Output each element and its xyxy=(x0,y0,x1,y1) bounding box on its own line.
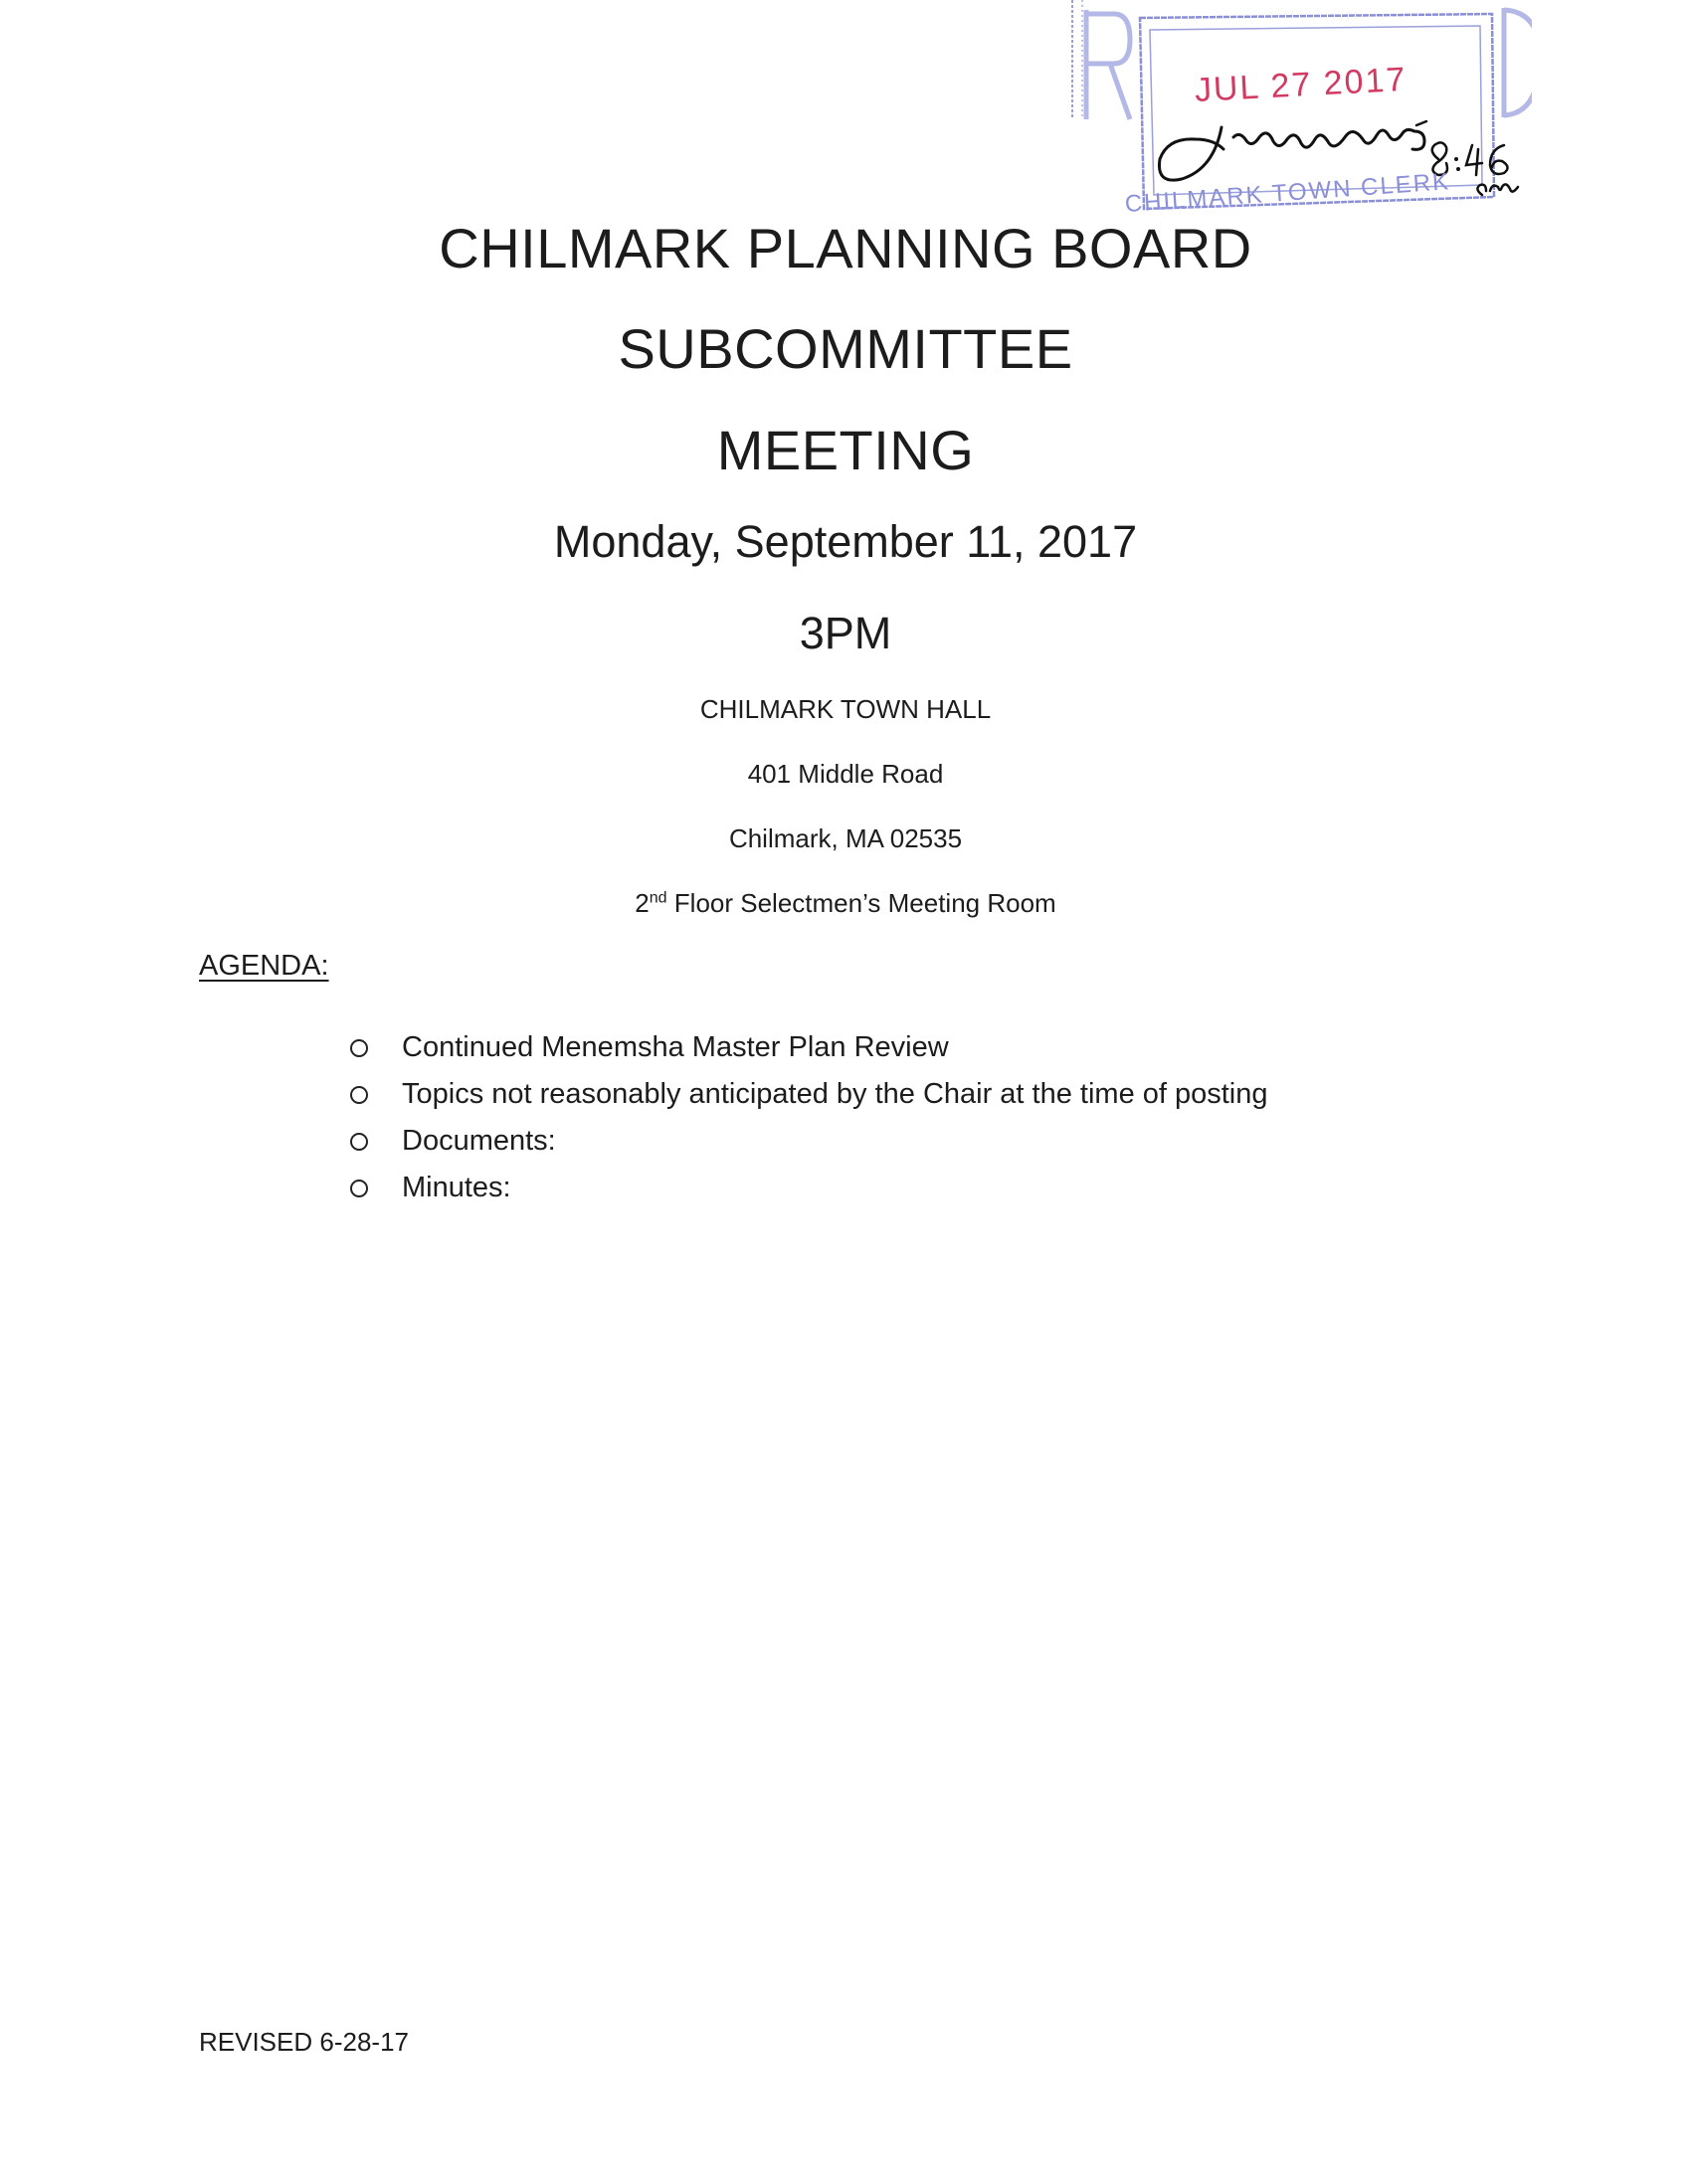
stamp-office: CHILMARK TOWN CLERK xyxy=(1124,168,1451,218)
stamp-date: JUL 27 2017 xyxy=(1194,60,1409,109)
room-floor-number: 2 xyxy=(635,888,650,918)
circle-bullet-icon xyxy=(350,1086,368,1104)
board-name: CHILMARK PLANNING BOARD xyxy=(439,217,1252,279)
agenda-item-text: Continued Menemsha Master Plan Review xyxy=(402,1031,949,1063)
circle-bullet-icon xyxy=(350,1133,368,1151)
location-city: Chilmark, MA 02535 xyxy=(728,823,963,853)
room-floor-suffix: nd xyxy=(649,889,667,907)
location-room xyxy=(0,890,1691,916)
agenda-item-text: Documents: xyxy=(402,1125,556,1157)
list-item xyxy=(346,1165,1268,1211)
list-item xyxy=(346,1118,1268,1165)
circle-bullet-icon xyxy=(350,1039,368,1057)
agenda-list xyxy=(346,1024,1268,1211)
list-item xyxy=(346,1024,1268,1071)
agenda-item-text: Minutes: xyxy=(402,1172,511,1203)
meeting-title: MEETING xyxy=(716,419,975,481)
location-building: CHILMARK TOWN HALL xyxy=(699,694,992,724)
room-name: Floor Selectmen’s Meeting Room xyxy=(666,888,1056,918)
received-stamp xyxy=(1064,0,1532,249)
revision-note: REVISED 6-28-17 xyxy=(199,2027,409,2057)
agenda-label: AGENDA: xyxy=(199,950,329,982)
list-item xyxy=(346,1071,1268,1118)
meeting-time: 3PM xyxy=(799,608,892,658)
location-street: 401 Middle Road xyxy=(747,759,944,789)
circle-bullet-icon xyxy=(350,1180,368,1197)
subcommittee-title: SUBCOMMITTEE xyxy=(618,317,1073,380)
meeting-date: Monday, September 11, 2017 xyxy=(553,516,1138,567)
agenda-item-text: Topics not reasonably anticipated by the Chair at the time of posting xyxy=(402,1078,1268,1110)
